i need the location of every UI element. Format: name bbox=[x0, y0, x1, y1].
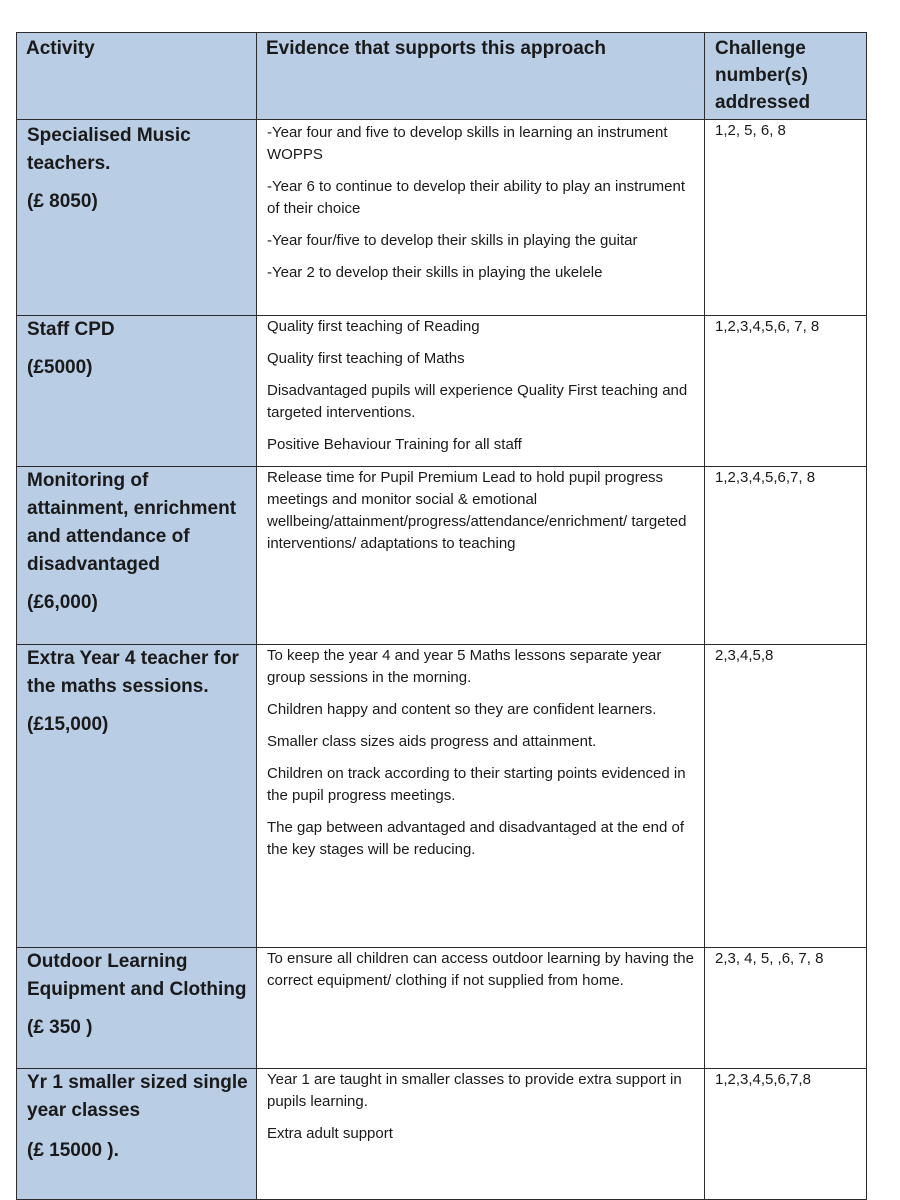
header-evidence: Evidence that supports this approach bbox=[257, 33, 705, 120]
challenge-cell: 1,2,3,4,5,6,7, 8 bbox=[705, 467, 867, 645]
evidence-item: Quality first teaching of Reading bbox=[267, 318, 480, 335]
evidence-cell bbox=[257, 120, 705, 316]
evidence-item: The gap between advantaged and disadvantaged at the end of the key stages will be reducing. bbox=[267, 819, 685, 858]
activity-cost: (£ 8050) bbox=[27, 191, 98, 212]
evidence-item: Release time for Pupil Premium Lead to hold pupil progress meetings and monitor social & emotional wellbeing/attainment/progress/attendance/enrichment/ targeted interventions/ adaptations to teaching bbox=[267, 469, 687, 552]
evidence-item: To ensure all children can access outdoor learning by having the correct equipment/ clothing if not supplied from home. bbox=[267, 950, 694, 989]
evidence-cell bbox=[257, 316, 705, 467]
evidence-item: -Year four/five to develop their skills in playing the guitar bbox=[267, 232, 638, 249]
evidence-cell bbox=[257, 1069, 705, 1200]
challenge-cell: 1,2,3,4,5,6, 7, 8 bbox=[705, 316, 867, 467]
activity-cost: (£ 350 ) bbox=[27, 1017, 93, 1038]
pupil-premium-activity-table bbox=[16, 32, 867, 1200]
challenge-cell: 2,3,4,5,8 bbox=[705, 645, 867, 948]
evidence-item: Quality first teaching of Maths bbox=[267, 350, 465, 367]
evidence-item: Smaller class sizes aids progress and attainment. bbox=[267, 733, 597, 750]
activity-title: Extra Year 4 teacher for the maths sessions. bbox=[27, 648, 239, 697]
challenge-cell: 2,3, 4, 5, ,6, 7, 8 bbox=[705, 948, 867, 1069]
table-row bbox=[17, 645, 867, 948]
table-header-row bbox=[17, 33, 867, 120]
challenge-cell: 1,2,3,4,5,6,7,8 bbox=[705, 1069, 867, 1200]
evidence-item: -Year 6 to continue to develop their ability to play an instrument of their choice bbox=[267, 178, 686, 217]
activity-title: Monitoring of attainment, enrichment and attendance of disadvantaged bbox=[27, 470, 237, 575]
evidence-item: Positive Behaviour Training for all staff bbox=[267, 436, 522, 453]
activity-cost: (£6,000) bbox=[27, 592, 98, 613]
activity-title: Outdoor Learning Equipment and Clothing bbox=[27, 951, 247, 1000]
activity-cost: (£ 15000 ). bbox=[27, 1140, 119, 1161]
evidence-item: -Year four and five to develop skills in learning an instrument WOPPS bbox=[267, 124, 668, 163]
table-row bbox=[17, 1069, 867, 1200]
evidence-item: Disadvantaged pupils will experience Quality First teaching and targeted interventions. bbox=[267, 382, 688, 421]
evidence-cell bbox=[257, 645, 705, 948]
table-row bbox=[17, 120, 867, 316]
header-challenge: Challenge number(s) addressed bbox=[705, 33, 867, 120]
evidence-item: To keep the year 4 and year 5 Maths lessons separate year group sessions in the morning. bbox=[267, 647, 662, 686]
activity-cell bbox=[17, 645, 257, 948]
activity-title: Staff CPD bbox=[27, 319, 115, 340]
table-row bbox=[17, 316, 867, 467]
activity-cell bbox=[17, 467, 257, 645]
evidence-item: Extra adult support bbox=[267, 1125, 393, 1142]
challenge-cell: 1,2, 5, 6, 8 bbox=[705, 120, 867, 316]
evidence-item: Year 1 are taught in smaller classes to provide extra support in pupils learning. bbox=[267, 1071, 682, 1110]
activity-cost: (£5000) bbox=[27, 357, 93, 378]
evidence-cell bbox=[257, 467, 705, 645]
activity-cell bbox=[17, 948, 257, 1069]
evidence-cell bbox=[257, 948, 705, 1069]
activity-cell bbox=[17, 120, 257, 316]
activity-cost: (£15,000) bbox=[27, 714, 109, 735]
activity-cell bbox=[17, 316, 257, 467]
table-row bbox=[17, 467, 867, 645]
activity-title: Yr 1 smaller sized single year classes bbox=[27, 1072, 248, 1121]
header-activity: Activity bbox=[17, 33, 257, 120]
evidence-item: Children happy and content so they are confident learners. bbox=[267, 701, 657, 718]
evidence-item: Children on track according to their starting points evidenced in the pupil progress meetings. bbox=[267, 765, 686, 804]
evidence-item: -Year 2 to develop their skills in playing the ukelele bbox=[267, 264, 603, 281]
activity-title: Specialised Music teachers. bbox=[27, 125, 191, 174]
activity-cell bbox=[17, 1069, 257, 1200]
table-row bbox=[17, 948, 867, 1069]
